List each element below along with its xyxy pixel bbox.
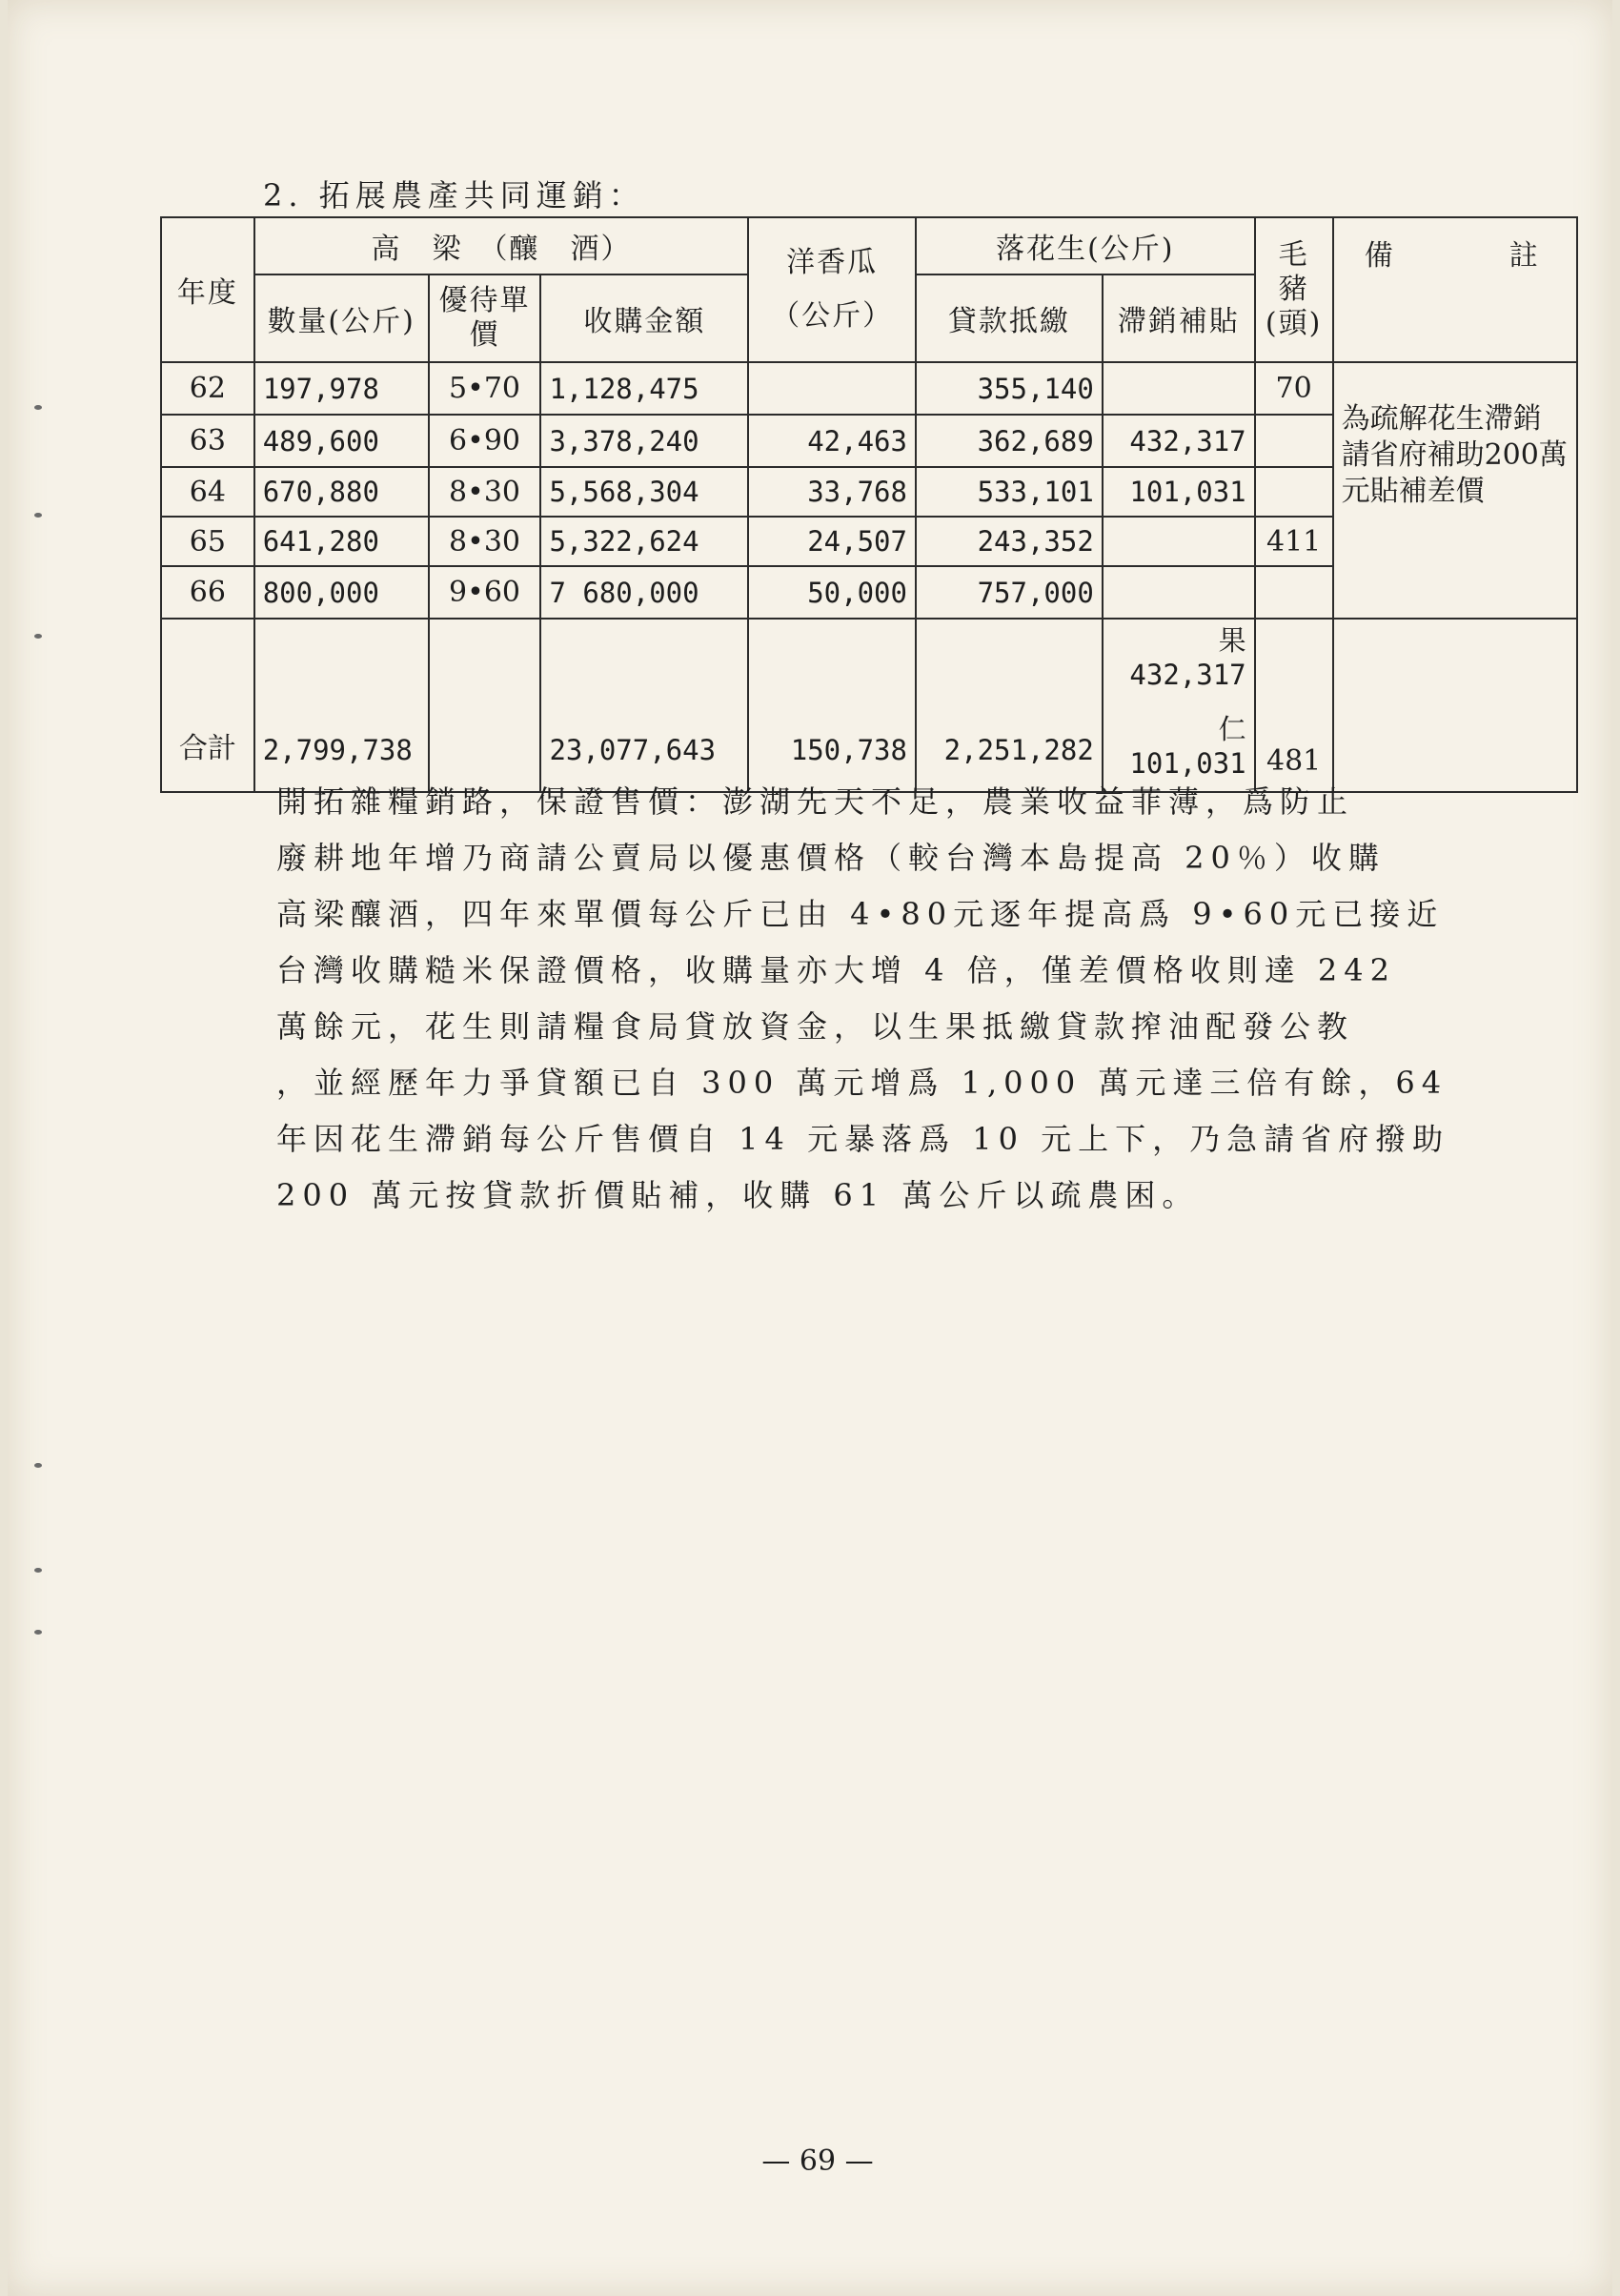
cell-year: 66 bbox=[161, 566, 254, 619]
header-sorghum-group: 高 梁 （釀 酒） bbox=[254, 217, 749, 274]
cell-price: 8•30 bbox=[429, 467, 541, 517]
cell-year: 62 bbox=[161, 362, 254, 415]
header-cantaloupe-unit: （公斤） bbox=[771, 299, 894, 333]
paragraph-line: 開拓雜糧銷路，保證售價：澎湖先天不足，農業收益菲薄，爲防止 bbox=[276, 783, 1355, 820]
total-row bbox=[161, 619, 1577, 792]
paragraph-line: ，並經歷年力爭貸額已自 300 萬元增爲 1,000 萬元達三倍有餘，64 bbox=[276, 1065, 1448, 1101]
cell-subsidy bbox=[1103, 517, 1255, 566]
cell-price: 8•30 bbox=[429, 517, 541, 566]
cell-cantaloupe: 33,768 bbox=[748, 467, 916, 517]
header-cantaloupe-label: 洋香瓜 bbox=[786, 246, 879, 279]
cell-amount: 7 680,000 bbox=[540, 566, 748, 619]
cell-cantaloupe: 50,000 bbox=[748, 566, 916, 619]
total-subsidy-kernel: 仁101,031 bbox=[1129, 713, 1246, 780]
header-cantaloupe bbox=[748, 217, 916, 362]
paragraph-line: 高梁釀酒，四年來單價每公斤已由 4•80元逐年提高爲 9•60元已接近 bbox=[276, 896, 1445, 932]
cell-cantaloupe bbox=[748, 362, 916, 415]
body-paragraph bbox=[276, 774, 1450, 1224]
cell-total-subsidy bbox=[1103, 619, 1255, 792]
paragraph-line: 台灣收購糙米保證價格，收購量亦大增 4 倍，僅差價格收則達 242 bbox=[276, 952, 1396, 988]
header-peanut-group: 落花生(公斤) bbox=[916, 217, 1255, 274]
page-number: — 69 — bbox=[761, 2144, 874, 2178]
cell-loan: 362,689 bbox=[916, 415, 1103, 467]
cell-total-loan: 2,251,282 bbox=[916, 619, 1103, 792]
table-row bbox=[161, 362, 1577, 415]
cell-cantaloupe: 24,507 bbox=[748, 517, 916, 566]
header-pigs-label: 毛豬 bbox=[1278, 238, 1309, 306]
section-heading: 2. 拓展農產共同運銷： bbox=[263, 177, 645, 213]
cell-quantity: 670,880 bbox=[254, 467, 429, 517]
header-purchase-amount: 收購金額 bbox=[540, 274, 748, 362]
header-loan-offset: 貸款抵繳 bbox=[916, 274, 1103, 362]
cell-loan: 355,140 bbox=[916, 362, 1103, 415]
cell-quantity: 800,000 bbox=[254, 566, 429, 619]
header-year: 年度 bbox=[161, 217, 254, 362]
paragraph-line: 年因花生滯銷每公斤售價自 14 元暴落爲 10 元上下，乃急請省府撥助 bbox=[276, 1121, 1450, 1157]
cell-total-cantaloupe: 150,738 bbox=[748, 619, 916, 792]
cell-price: 9•60 bbox=[429, 566, 541, 619]
punch-hole-mark bbox=[34, 634, 42, 639]
cell-total-quantity: 2,799,738 bbox=[254, 619, 429, 792]
cell-total-label: 合計 bbox=[161, 619, 254, 792]
header-pigs bbox=[1255, 217, 1333, 362]
cell-pigs: 70 bbox=[1255, 362, 1333, 415]
cell-amount: 3,378,240 bbox=[540, 415, 748, 467]
cell-cantaloupe: 42,463 bbox=[748, 415, 916, 467]
header-row-1 bbox=[161, 217, 1577, 274]
cell-amount: 5,568,304 bbox=[540, 467, 748, 517]
cell-pigs bbox=[1255, 467, 1333, 517]
cell-quantity: 641,280 bbox=[254, 517, 429, 566]
paragraph-line: 萬餘元，花生則請糧食局貸放資金，以生果抵繳貸款搾油配發公教 bbox=[276, 1008, 1355, 1045]
cell-quantity: 489,600 bbox=[254, 415, 429, 467]
header-preferential-price: 優待單價 bbox=[429, 274, 541, 362]
paragraph-line: 200 萬元按貸款折價貼補，收購 61 萬公斤以疏農困。 bbox=[276, 1177, 1200, 1213]
cell-pigs bbox=[1255, 566, 1333, 619]
cell-year: 64 bbox=[161, 467, 254, 517]
header-remarks: 備 註 bbox=[1333, 217, 1577, 362]
cell-pigs: 411 bbox=[1255, 517, 1333, 566]
document-page bbox=[8, 0, 1612, 2296]
punch-hole-mark bbox=[34, 1463, 42, 1468]
cell-subsidy bbox=[1103, 566, 1255, 619]
punch-hole-mark bbox=[34, 513, 42, 518]
cell-pigs bbox=[1255, 415, 1333, 467]
cell-total-amount: 23,077,643 bbox=[540, 619, 748, 792]
paragraph-line: 廢耕地年增乃商請公賣局以優惠價格（較台灣本島提高 20％）收購 bbox=[276, 840, 1386, 876]
cell-subsidy bbox=[1103, 362, 1255, 415]
cell-price: 5•70 bbox=[429, 362, 541, 415]
header-quantity: 數量(公斤) bbox=[254, 274, 429, 362]
cell-total-price bbox=[429, 619, 541, 792]
marketing-table bbox=[160, 216, 1578, 793]
cell-loan: 243,352 bbox=[916, 517, 1103, 566]
cell-total-remarks bbox=[1333, 619, 1577, 792]
punch-hole-mark bbox=[34, 1630, 42, 1635]
cell-amount: 5,322,624 bbox=[540, 517, 748, 566]
cell-subsidy: 101,031 bbox=[1103, 467, 1255, 517]
cell-quantity: 197,978 bbox=[254, 362, 429, 415]
punch-hole-mark bbox=[34, 405, 42, 410]
cell-loan: 533,101 bbox=[916, 467, 1103, 517]
cell-price: 6•90 bbox=[429, 415, 541, 467]
cell-year: 65 bbox=[161, 517, 254, 566]
header-pigs-unit: (頭) bbox=[1265, 307, 1323, 340]
cell-amount: 1,128,475 bbox=[540, 362, 748, 415]
cell-subsidy: 432,317 bbox=[1103, 415, 1255, 467]
cell-year: 63 bbox=[161, 415, 254, 467]
cell-loan: 757,000 bbox=[916, 566, 1103, 619]
total-subsidy-fruit: 果432,317 bbox=[1129, 624, 1246, 691]
punch-hole-mark bbox=[34, 1568, 42, 1573]
header-slow-sales-subsidy: 滯銷補貼 bbox=[1103, 274, 1255, 362]
cell-total-pigs: 481 bbox=[1255, 619, 1333, 792]
cell-remarks: 為疏解花生滯銷請省府補助200萬元貼補差價 bbox=[1333, 362, 1577, 619]
